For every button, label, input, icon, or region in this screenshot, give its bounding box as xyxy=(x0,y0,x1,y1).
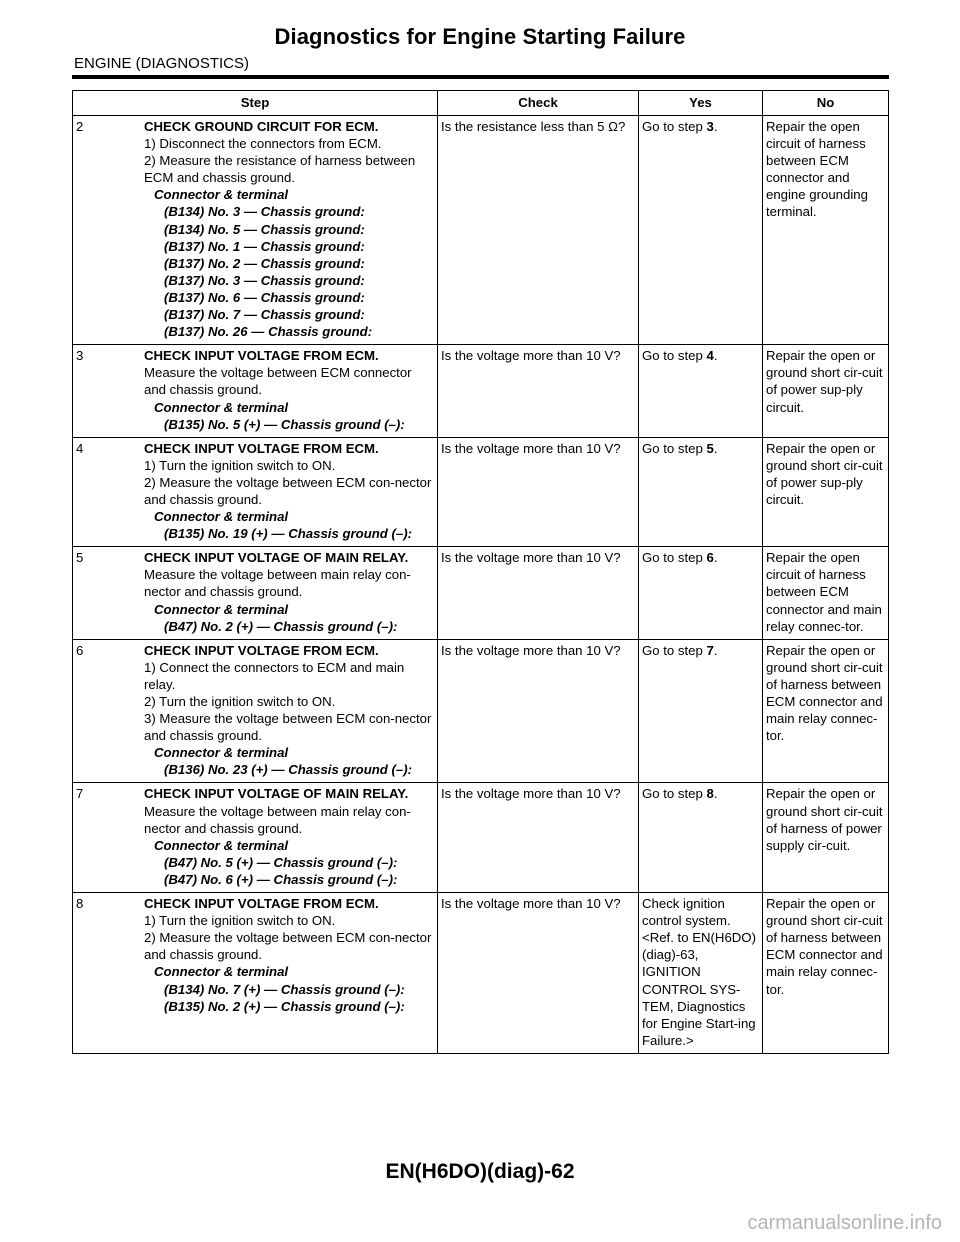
terminal-spec: (B137) No. 6 — Chassis ground: xyxy=(164,289,365,305)
page-title: Diagnostics for Engine Starting Failure xyxy=(274,24,686,49)
yes-cell xyxy=(639,783,763,893)
yes-text: Go to step xyxy=(642,440,707,456)
yes-step-link[interactable]: 5 xyxy=(706,440,714,456)
step-number: 6 xyxy=(76,642,84,658)
step-instruction: 1) Disconnect the connectors from ECM. xyxy=(144,136,382,152)
step-number: 8 xyxy=(76,896,84,912)
yes-suffix: . xyxy=(713,786,718,802)
table-row xyxy=(73,893,889,1054)
check-cell: Is the voltage more than 10 V? xyxy=(438,345,639,437)
no-cell: Repair the open or ground short cir-cuit of power sup-ply circuit. xyxy=(763,345,889,437)
table-row xyxy=(73,437,889,547)
terminal-spec: (B137) No. 7 — Chassis ground: xyxy=(164,307,365,323)
no-cell: Repair the open or ground short cir-cuit of harness of power supply cir-cuit. xyxy=(763,783,889,893)
terminal-spec: (B135) No. 2 (+) — Chassis ground (–): xyxy=(164,998,405,1014)
terminal-spec: (B137) No. 1 — Chassis ground: xyxy=(164,238,365,254)
step-instruction: Measure the voltage between main relay con-nector and chassis ground. xyxy=(144,567,411,600)
step-title: CHECK INPUT VOLTAGE FROM ECM. xyxy=(144,896,379,912)
step-title: CHECK INPUT VOLTAGE FROM ECM. xyxy=(144,348,379,364)
step-cell xyxy=(73,547,438,639)
step-instruction: 2) Measure the voltage between ECM con-nector and chassis ground. xyxy=(144,930,432,963)
step-title: CHECK GROUND CIRCUIT FOR ECM. xyxy=(144,119,379,134)
check-cell: Is the resistance less than 5 Ω? xyxy=(438,116,639,345)
step-instruction: 2) Measure the resistance of harness between ECM and chassis ground. xyxy=(144,153,416,186)
terminal-spec: (B137) No. 26 — Chassis ground: xyxy=(164,324,373,340)
table-row xyxy=(73,116,889,345)
yes-text: Go to step xyxy=(642,119,707,134)
section-title: ENGINE (DIAGNOSTICS) xyxy=(74,55,250,72)
yes-step-link[interactable]: 4 xyxy=(706,348,714,364)
table-row xyxy=(73,639,889,783)
step-title: CHECK INPUT VOLTAGE OF MAIN RELAY. xyxy=(144,550,409,566)
yes-text: Go to step xyxy=(642,642,707,658)
yes-step-link[interactable]: 6 xyxy=(706,550,714,566)
step-instruction: 1) Turn the ignition switch to ON. xyxy=(144,457,336,473)
terminal-spec: (B136) No. 23 (+) — Chassis ground (–): xyxy=(164,762,413,778)
terminal-spec: (B134) No. 7 (+) — Chassis ground (–): xyxy=(164,981,405,997)
no-cell: Repair the open circuit of harness between ECM connector and main relay connec-tor. xyxy=(763,547,889,639)
column-header-yes: Yes xyxy=(639,91,763,116)
terminal-spec: (B134) No. 3 — Chassis ground: xyxy=(164,204,365,220)
step-cell xyxy=(73,639,438,783)
yes-cell xyxy=(639,547,763,639)
connector-terminal-label: Connector & terminal xyxy=(154,601,289,617)
step-cell xyxy=(73,345,438,437)
step-number: 3 xyxy=(76,348,84,364)
connector-terminal-label: Connector & terminal xyxy=(154,837,289,853)
yes-text: Go to step xyxy=(642,786,707,802)
connector-terminal-label: Connector & terminal xyxy=(154,509,289,525)
table-header-row xyxy=(73,91,889,116)
step-title: CHECK INPUT VOLTAGE FROM ECM. xyxy=(144,642,379,658)
header-rule xyxy=(72,75,889,79)
connector-terminal-label: Connector & terminal xyxy=(154,399,289,415)
yes-suffix: . xyxy=(713,642,718,658)
step-cell xyxy=(73,116,438,345)
terminal-spec: (B135) No. 19 (+) — Chassis ground (–): xyxy=(164,526,413,542)
column-header-step: Step xyxy=(73,91,438,116)
terminal-spec: (B47) No. 2 (+) — Chassis ground (–): xyxy=(164,618,398,634)
yes-step-link[interactable]: 7 xyxy=(706,642,714,658)
table-row xyxy=(73,547,889,639)
yes-cell xyxy=(639,893,763,1054)
yes-step-link[interactable]: 8 xyxy=(706,786,714,802)
connector-terminal-label: Connector & terminal xyxy=(154,745,289,761)
table-body xyxy=(73,116,889,1054)
step-number: 2 xyxy=(76,119,84,134)
column-header-check: Check xyxy=(438,91,639,116)
step-instruction: 2) Turn the ignition switch to ON. xyxy=(144,694,336,709)
yes-cell xyxy=(639,116,763,345)
step-instruction: Measure the voltage between main relay con-nector and chassis ground. xyxy=(144,803,411,836)
yes-cell xyxy=(639,345,763,437)
step-instruction: 3) Measure the voltage between ECM con-nector and chassis ground. xyxy=(144,711,432,744)
step-cell xyxy=(73,893,438,1054)
step-instruction: 2) Measure the voltage between ECM con-nector and chassis ground. xyxy=(144,474,432,507)
no-cell: Repair the open or ground short cir-cuit of harness between ECM connector and main relay connec-tor. xyxy=(763,639,889,783)
yes-suffix: . xyxy=(713,119,718,134)
table-row xyxy=(73,783,889,893)
step-cell xyxy=(73,783,438,893)
no-cell: Repair the open or ground short cir-cuit of power sup-ply circuit. xyxy=(763,437,889,547)
check-cell: Is the voltage more than 10 V? xyxy=(438,437,639,547)
no-cell: Repair the open circuit of harness between ECM connector and engine grounding terminal. xyxy=(763,116,889,345)
terminal-spec: (B137) No. 2 — Chassis ground: xyxy=(164,255,365,271)
yes-text: Go to step xyxy=(642,348,707,364)
connector-terminal-label: Connector & terminal xyxy=(154,964,289,980)
yes-text: Go to step xyxy=(642,550,707,566)
check-cell: Is the voltage more than 10 V? xyxy=(438,783,639,893)
no-cell: Repair the open or ground short cir-cuit of harness between ECM connector and main relay connec-tor. xyxy=(763,893,889,1054)
step-title: CHECK INPUT VOLTAGE FROM ECM. xyxy=(144,440,379,456)
page-number: EN(H6DO)(diag)-62 xyxy=(385,1160,575,1183)
step-number: 5 xyxy=(76,550,84,566)
step-number: 4 xyxy=(76,440,84,456)
yes-cell xyxy=(639,437,763,547)
yes-step-link[interactable]: 3 xyxy=(706,119,714,134)
diagnostic-steps-table xyxy=(72,90,889,1054)
terminal-spec: (B135) No. 5 (+) — Chassis ground (–): xyxy=(164,416,405,432)
step-cell xyxy=(73,437,438,547)
yes-text: Check ignition control system. <Ref. to EN(H6DO)(diag)-63, IGNITION CONTROL SYS-TEM, Diagnostics for Engine Start-ing Failure.> xyxy=(642,896,756,1048)
yes-suffix: . xyxy=(713,440,718,456)
yes-cell xyxy=(639,639,763,783)
terminal-spec: (B47) No. 6 (+) — Chassis ground (–): xyxy=(164,871,398,887)
step-title: CHECK INPUT VOLTAGE OF MAIN RELAY. xyxy=(144,786,409,802)
watermark: carmanualsonline.info xyxy=(747,1212,942,1234)
check-cell: Is the voltage more than 10 V? xyxy=(438,639,639,783)
terminal-spec: (B47) No. 5 (+) — Chassis ground (–): xyxy=(164,854,398,870)
step-number: 7 xyxy=(76,786,84,802)
terminal-spec: (B137) No. 3 — Chassis ground: xyxy=(164,272,365,288)
terminal-spec: (B134) No. 5 — Chassis ground: xyxy=(164,221,365,237)
check-cell: Is the voltage more than 10 V? xyxy=(438,893,639,1054)
step-instruction: Measure the voltage between ECM connector and chassis ground. xyxy=(144,365,412,398)
connector-terminal-label: Connector & terminal xyxy=(154,187,289,203)
column-header-no: No xyxy=(763,91,889,116)
table-row xyxy=(73,345,889,437)
step-instruction: 1) Turn the ignition switch to ON. xyxy=(144,913,336,929)
yes-suffix: . xyxy=(713,550,718,566)
check-cell: Is the voltage more than 10 V? xyxy=(438,547,639,639)
step-instruction: 1) Connect the connectors to ECM and main relay. xyxy=(144,659,405,692)
yes-suffix: . xyxy=(713,348,718,364)
